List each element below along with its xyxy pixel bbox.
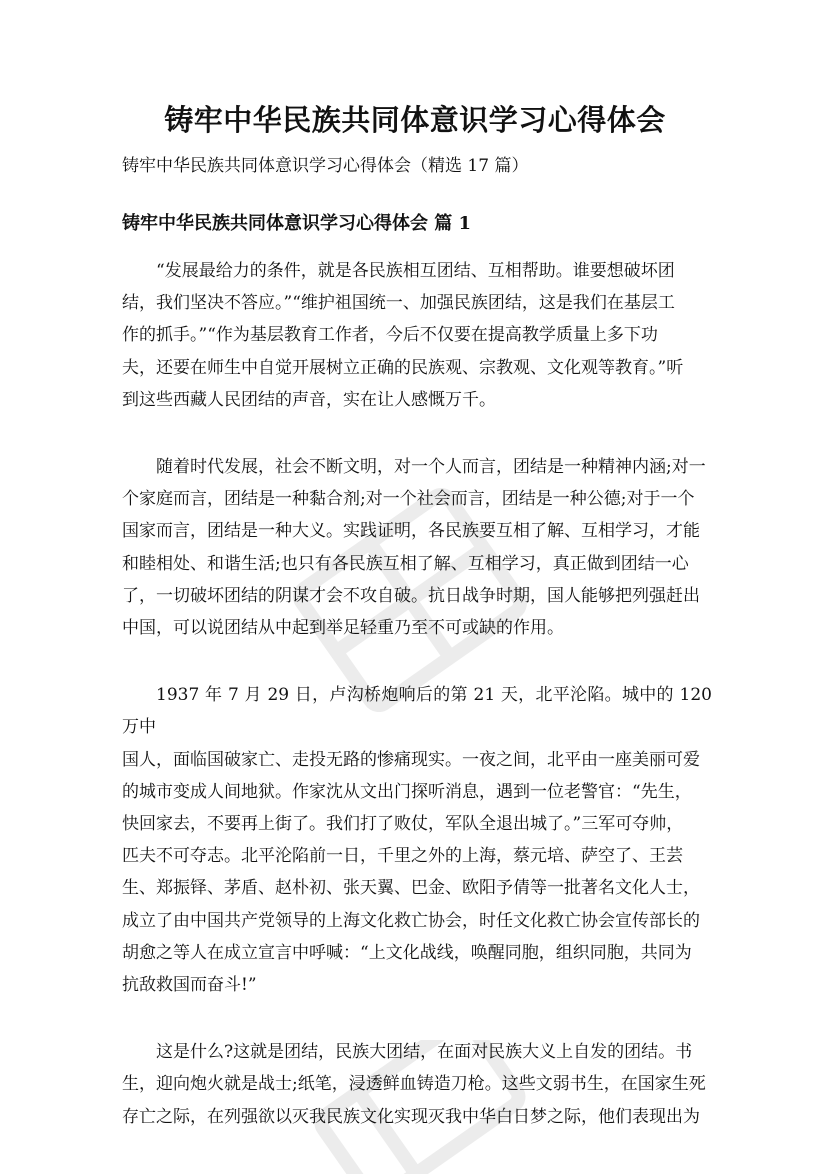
document-subtitle: 铸牢中华民族共同体意识学习心得体会（精选 17 篇） (122, 156, 529, 176)
body-text (122, 255, 712, 1168)
paragraph-1: “发展最给力的条件，就是各民族相互团结、互相帮助。谁要想破坏团 结，我们坚决不答应。”“维护祖国统一、加强民族团结，这是我们在基层工 作的抓手。”“作为基层教育工作者，今后不仅要在提高教学质量上多下功 夫，还要在师生中自觉开展树立正确的民族观、宗教观、文化观等教育。”听 到这些西藏人民团结的声音，实在让人感慨万千。 (122, 261, 684, 410)
paragraph-3: 1937 年 7 月 29 日，卢沟桥炮响后的第 21 天，北平沦陷。城中的 120 万中 国人，面临国破家亡、走投无路的惨痛现实。一夜之间，北平由一座美丽可爱 的城市变成人间地狱。作家沈从文出门探听消息，遇到一位老警官：“先生， 快回家去，不要再上街了。我们打了败仗，军队全退出城了。”三军可夺帅， 匹夫不可夺志。北平沦陷前一日，千里之外的上海，蔡元培、萨空了、王芸 生、郑振铎、茅盾、赵朴初、张天翼、巴金、欧阳予倩等一批著名文化人士， 成立了由中国共产党领导的上海文化救亡协会，时任文化救亡协会宣传部长的 胡愈之等人在成立宣言中呼喊：“上文化战线，唤醒同胞，组织同胞，共同为 抗敌救国而奋斗!” (122, 685, 712, 996)
document-title: 铸牢中华民族共同体意识学习心得体会 (164, 103, 666, 137)
section-heading: 铸牢中华民族共同体意识学习心得体会 篇 1 (122, 213, 472, 234)
paragraph-4: 这是什么?这就是团结，民族大团结，在面对民族大义上自发的团结。书 生，迎向炮火就是战士;纸笔，浸透鲜血铸造刀枪。这些文弱书生，在国家生死 存亡之际，在列强欲以灭我民族文化实现灭我中华白日梦之际，他们表现出为 (122, 1042, 706, 1127)
paragraph-2: 随着时代发展，社会不断文明，对一个人而言，团结是一种精神内涵;对一 个家庭而言，团结是一种黏合剂;对一个社会而言，团结是一种公德;对于一个 国家而言，团结是一种大义。实践证明，各民族要互相了解、互相学习，才能 和睦相处、和谐生活;也只有各民族互相了解、互相学习，真正做到团结一心 了，一切破坏团结的阴谋才会不攻自破。抗日战争时期，国人能够把列强赶出 中国，可以说团结从中起到举足轻重乃至不可或缺的作用。 (122, 457, 706, 639)
